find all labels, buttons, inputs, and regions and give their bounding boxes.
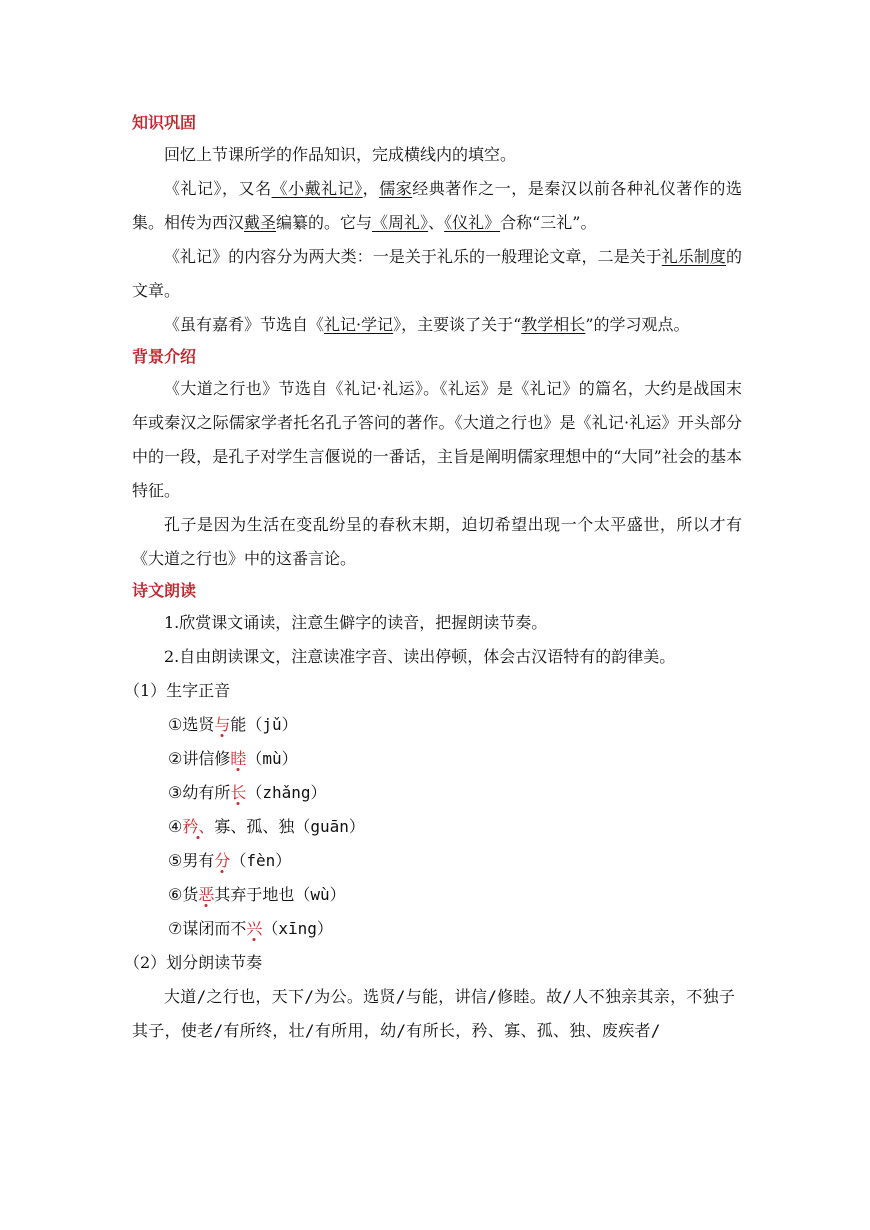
paragraph-liji-intro bbox=[132, 172, 742, 240]
pinyin-list bbox=[132, 708, 742, 946]
text: 合称“三礼”。 bbox=[500, 213, 597, 232]
item-number: ⑥ bbox=[168, 885, 183, 904]
item-number: ① bbox=[168, 715, 183, 734]
pinyin-item bbox=[132, 708, 742, 742]
document-content bbox=[124, 108, 742, 1048]
text: 《虽有嘉肴》节选自《 bbox=[164, 315, 325, 334]
highlighted-char: 与 bbox=[214, 715, 231, 734]
paragraph-background-1: 《大道之行也》节选自《礼记·礼运》。《礼运》是《礼记》的篇名，大约是战国末年或秦汉之际儒家学者托名孔子答问的著作。《大道之行也》是《礼记·礼运》开头部分中的一段，是孔子对学生言偃说的一番话，主旨是阐明儒家理想中的“大同”社会的基本特征。 bbox=[132, 379, 742, 500]
section-title-reading: 诗文朗读 bbox=[132, 581, 197, 600]
highlighted-char: 恶 bbox=[198, 885, 215, 904]
pinyin: （wù） bbox=[294, 885, 346, 904]
text: 男有 bbox=[182, 851, 215, 870]
section-title-knowledge: 知识巩固 bbox=[132, 113, 197, 132]
instruction-text: 回忆上节课所学的作品知识，完成横线内的填空。 bbox=[164, 145, 517, 164]
item-number: ⑦ bbox=[168, 919, 183, 938]
blank-answer: 儒家 bbox=[379, 179, 413, 198]
highlighted-char: 兴 bbox=[246, 919, 263, 938]
pinyin: （xīng） bbox=[262, 919, 333, 938]
pinyin: （zhǎng） bbox=[246, 783, 327, 802]
text: 选贤 bbox=[182, 715, 215, 734]
reading-item-2: 2.自由朗读课文，注意读准字音、读出停顿，体会古汉语特有的韵律美。 bbox=[164, 647, 676, 666]
blank-answer: 《小戴礼记》 bbox=[271, 179, 363, 198]
text: 货 bbox=[182, 885, 199, 904]
pinyin-item bbox=[132, 878, 742, 912]
text: 讲信修 bbox=[182, 749, 231, 768]
highlighted-char: 睦 bbox=[230, 749, 247, 768]
rhythm-text: 大道/之行也，天下/为公。选贤/与能，讲信/修睦。故/人不独亲其亲，不独子其子，使老/有所终，壮/有所用，幼/有所长，矜、寡、孤、独、废疾者/ bbox=[132, 987, 736, 1040]
pinyin-item bbox=[132, 912, 742, 946]
blank-answer: 礼乐制度 bbox=[661, 247, 726, 266]
pinyin: （mù） bbox=[246, 749, 298, 768]
pinyin: （jǔ） bbox=[246, 715, 298, 734]
pinyin: （guān） bbox=[294, 817, 365, 836]
reading-item-1: 1.欣赏课文诵读，注意生僻字的读音，把握朗读节奏。 bbox=[164, 613, 548, 632]
text: 》，主要谈了关于“ bbox=[393, 315, 522, 334]
text: 谋闭而不 bbox=[182, 919, 247, 938]
text: 经典著作之一，是秦汉以前各种礼仪著作的选集。相传为西汉 bbox=[132, 179, 742, 232]
pinyin-item bbox=[132, 742, 742, 776]
subsection-pronunciation: （1）生字正音 bbox=[124, 681, 231, 700]
text: 编纂的。它与 bbox=[276, 213, 373, 232]
text: 幼有所 bbox=[182, 783, 231, 802]
blank-answer: 《仪礼》 bbox=[444, 213, 501, 232]
blank-answer: 礼记·学记 bbox=[324, 315, 394, 334]
item-number: ③ bbox=[168, 783, 183, 802]
highlighted-char: 分 bbox=[214, 851, 231, 870]
highlighted-char: 矜、 bbox=[182, 817, 215, 836]
text: ， bbox=[362, 179, 380, 198]
blank-answer: 戴圣 bbox=[244, 213, 277, 232]
item-number: ④ bbox=[168, 817, 183, 836]
pinyin-item bbox=[132, 844, 742, 878]
text: 能 bbox=[230, 715, 247, 734]
text: 《礼记》的内容分为两大类：一是关于礼乐的一般理论文章，二是关于 bbox=[164, 247, 662, 266]
blank-answer: 《周礼》 bbox=[372, 213, 429, 232]
item-number: ② bbox=[168, 749, 183, 768]
text: 寡、孤、独 bbox=[214, 817, 295, 836]
subsection-rhythm: （2）划分朗读节奏 bbox=[124, 953, 263, 972]
text: 的文章。 bbox=[132, 247, 742, 300]
text: ”的学习观点。 bbox=[585, 315, 690, 334]
paragraph-suiyoujiayao bbox=[132, 308, 742, 342]
text: 、 bbox=[428, 213, 445, 232]
blank-answer: 教学相长 bbox=[521, 315, 586, 334]
paragraph-background-2: 孔子是因为生活在变乱纷呈的春秋末期，迫切希望出现一个太平盛世，所以才有《大道之行也》中的这番言论。 bbox=[132, 515, 742, 568]
item-number: ⑤ bbox=[168, 851, 183, 870]
highlighted-char: 长 bbox=[230, 783, 247, 802]
pinyin: （fèn） bbox=[230, 851, 292, 870]
pinyin-item bbox=[132, 810, 742, 844]
text: 其弃于地也 bbox=[214, 885, 295, 904]
paragraph-liji-content bbox=[132, 240, 742, 308]
pinyin-item bbox=[132, 776, 742, 810]
section-title-background: 背景介绍 bbox=[132, 347, 197, 366]
text: 《礼记》，又名 bbox=[164, 179, 272, 198]
